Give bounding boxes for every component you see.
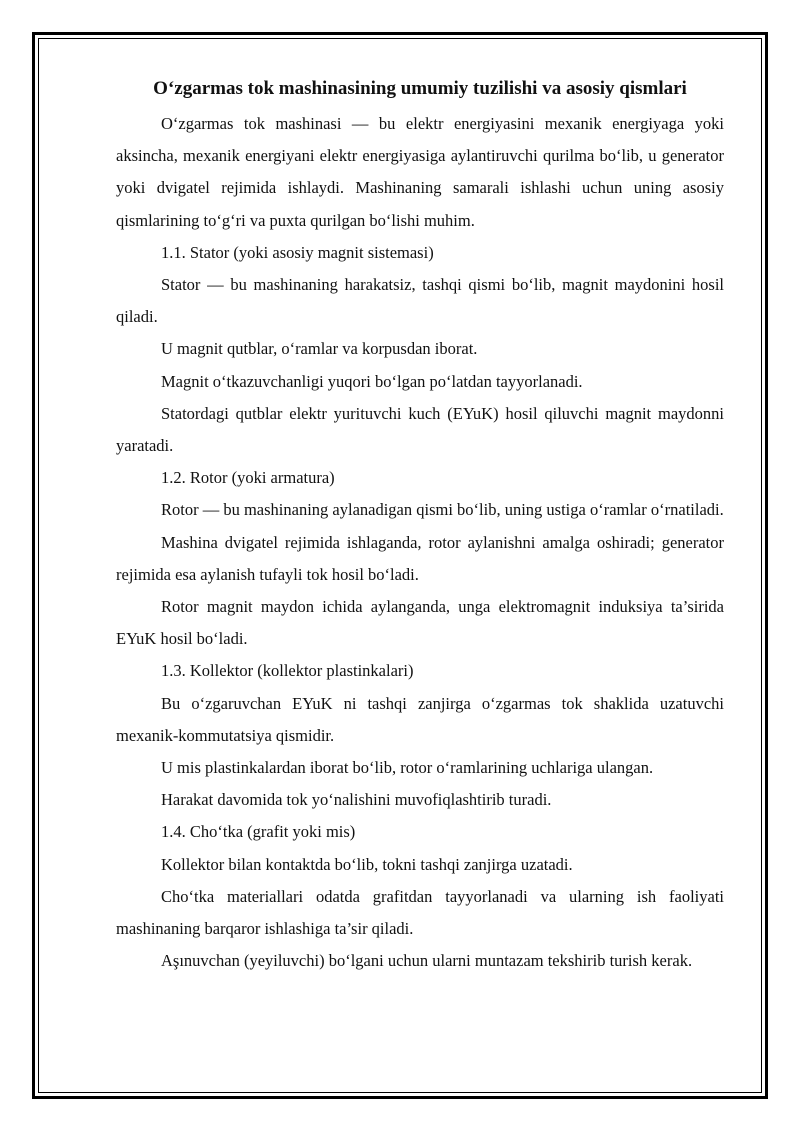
document-title: O‘zgarmas tok mashinasining umumiy tuzilishi va asosiy qismlari xyxy=(153,78,687,99)
paragraph: Stator — bu mashinaning harakatsiz, tashqi qismi bo‘lib, magnit maydonini hosil qiladi. xyxy=(116,275,724,327)
paragraph: U mis plastinkalardan iborat bo‘lib, rotor o‘ramlarining uchlariga ulangan. xyxy=(161,758,654,778)
paragraph: Rotor — bu mashinaning aylanadigan qismi bo‘lib, uning ustiga o‘ramlar o‘rnatiladi. xyxy=(161,500,724,520)
paragraph: Magnit o‘tkazuvchanligi yuqori bo‘lgan po‘latdan tayyorlanadi. xyxy=(161,371,583,391)
paragraph: Kollektor bilan kontaktda bo‘lib, tokni tashqi zanjirga uzatadi. xyxy=(161,854,573,874)
paragraph: Rotor magnit maydon ichida aylanganda, unga elektromagnit induksiya ta’sirida EYuK hosil bo‘ladi. xyxy=(116,597,724,649)
paragraph: Mashina dvigatel rejimida ishlaganda, rotor aylanishni amalga oshiradi; generator rejimida esa aylanish tufayli tok hosil bo‘ladi. xyxy=(116,532,724,584)
section-heading-rotor: 1.2. Rotor (yoki armatura) xyxy=(161,468,335,488)
section-heading-chotka: 1.4. Cho‘tka (grafit yoki mis) xyxy=(161,822,356,842)
paragraph: U magnit qutblar, o‘ramlar va korpusdan iborat. xyxy=(161,339,478,359)
paragraph: Aşınuvchan (yeyiluvchi) bo‘lgani uchun ularni muntazam tekshirib turish kerak. xyxy=(161,951,693,971)
document-body xyxy=(116,76,724,977)
paragraph: Harakat davomida tok yo‘nalishini muvofiqlashtirib turadi. xyxy=(161,790,552,810)
section-heading-kollektor: 1.3. Kollektor (kollektor plastinkalari) xyxy=(161,661,414,681)
section-heading-stator: 1.1. Stator (yoki asosiy magnit sistemasi) xyxy=(161,242,434,262)
paragraph-intro: O‘zgarmas tok mashinasi — bu elektr energiyasini mexanik energiyaga yoki aksincha, mexanik energiyani elektr energiyasiga aylantiruvchi qurilma bo‘lib, u generator yoki dvigatel rejimida ishlaydi. Mashinaning samarali ishlashi uchun uning asosiy qismlarining to‘g‘ri va puxta qurilgan bo‘lishi muhim. xyxy=(116,114,724,230)
paragraph: Cho‘tka materiallari odatda grafitdan tayyorlanadi va ularning ish faoliyati mashinaning barqaror ishlashiga ta’sir qiladi. xyxy=(116,886,724,939)
paragraph: Bu o‘zgaruvchan EYuK ni tashqi zanjirga o‘zgarmas tok shaklida uzatuvchi mexanik-kommutatsiya qismidir. xyxy=(116,693,724,745)
paragraph: Statordagi qutblar elektr yurituvchi kuch (EYuK) hosil qiluvchi magnit maydonni yaratadi. xyxy=(116,403,724,456)
